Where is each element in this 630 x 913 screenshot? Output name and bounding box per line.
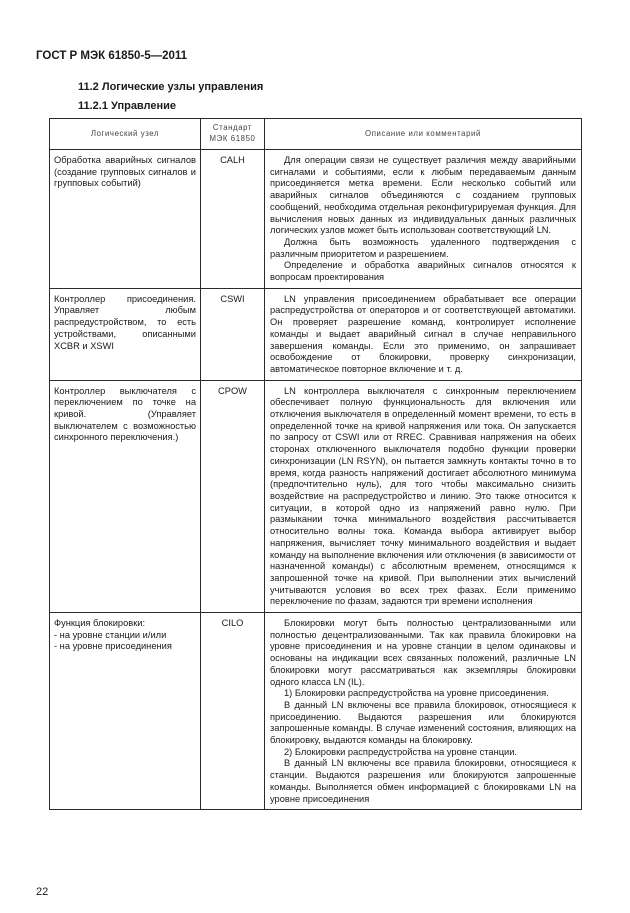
- description-paragraph: Должна быть возможность удаленного подтверждения с различным приоритетом и разрешением.: [270, 236, 576, 259]
- table-header-row: [50, 119, 582, 150]
- document-header: ГОСТ Р МЭК 61850-5—2011: [36, 50, 188, 62]
- description-paragraph: LN управления присоединением обрабатывает все операции распредустройства от операторов и от соответствующей автоматики. Он проверяет разрешение команд, контролирует исполнение команды и выдает аварийный сигнал в случае неправильного завершения команды. Если это применимо, он запрашивает освобождение от блокировки, проверку синхронизации, автоматическое повторное включение и т. д.: [270, 293, 576, 374]
- header-description: Описание или комментарий: [265, 119, 582, 150]
- header-node: Логический узел: [50, 119, 201, 150]
- subsection-title: 11.2.1 Управление: [78, 100, 177, 112]
- table-row: [50, 613, 582, 810]
- table-row: [50, 150, 582, 289]
- description-paragraph: Блокировки могут быть полностью централизованными или полностью децентрализованными. Так как правила блокировки на уровне присоединения и на уровне станции в целом одинаковы и основаны на индикации всех связанных положений, различные LN блокировки могут рассматриваться как экземпляры блокировки одного класса LN (IL).: [270, 618, 576, 687]
- description-paragraph: Для операции связи не существует различия между аварийными сигналами и событиями, если к любым передаваемым данным присоединяется метка времени. Если несколько событий или аварийных сигналов объединяются с созданием групповых сообщений, необходима отдельная реконфигурируемая функция. Для вычисления новых данных из индивидуальных данных различных логических узлов может быть использован соответствующий LN.: [270, 155, 576, 236]
- node-code: CILO: [201, 613, 265, 810]
- node-code: CSWI: [201, 288, 265, 380]
- description-paragraph: В данный LN включены все правила блокировок, относящиеся к присоединению. Выдаются разрешения или блокируются запрошенные команды. В случае изменений состояния, влияющих на блокировку, выдаются команды на блокировку.: [270, 699, 576, 746]
- description-paragraph: 2) Блокировки распредустройства на уровне станции.: [284, 746, 517, 757]
- node-name: Контроллер присоединения. Управляет любым распредустройством, то есть устройствами, описанными XCBR и XSWI: [54, 293, 196, 351]
- description-paragraph: LN контроллера выключателя с синхронным переключением обеспечивает полную функциональность для включения или отключения выключателя в определенный момент времени, то есть в определенной точке на кривой напряжения или тока. Он запускается по запросу от CSWI или от RREC. Сравнивая напряжения на обеих сторонах отключенного выключателя подобно функции проверки синхронизации (LN RSYN), он пытается замкнуть контакты точно в то время, когда разность напряжений достигает абсолютного минимума (предпочтительно нуль), для того чтобы максимально снизить воздействие на распредустройство и линию. Это также относится к ситуации, в которой одно из напряжений равно нулю. При размыкании точка минимального воздействия рассчитывается относительно волны тока. Команда выбора активирует выбор напряжения, вычисляет точку минимального воздействия и выдает команду на выполнение включения или отключения (в зависимости от назначенной команды) с абсолютным временем, относящимся к запрошенной точке на кривой. При выполнении этих вычислений учитываются условия во всех трех фазах. Если применимо переключение по фазам, задаются три времени исполнения: [270, 385, 576, 607]
- node-name: Обработка аварийных сигналов (создание групповых сигналов и групповых событий): [54, 155, 196, 189]
- logical-nodes-table: [49, 118, 582, 810]
- description-paragraph: 1) Блокировки распредустройства на уровне присоединения.: [284, 688, 549, 699]
- node-name: Функция блокировки: - на уровне станции и/или - на уровне присоединения: [54, 618, 172, 652]
- header-standard: Стандарт МЭК 61850: [201, 119, 265, 150]
- description-paragraph: В данный LN включены все правила блокировки, относящиеся к станции. Выдаются разрешения или блокируются запрошенные команды. Выполняется обмен информацией с блокировками LN на уровне присоединения: [270, 758, 576, 804]
- section-title: 11.2 Логические узлы управления: [78, 81, 264, 93]
- node-name: Контроллер выключателя с переключением по точке на кривой. (Управляет выключателем с возможностью синхронного переключения.): [54, 385, 196, 443]
- page-number: 22: [36, 886, 49, 898]
- node-code: CPOW: [201, 380, 265, 612]
- description-paragraph: Определение и обработка аварийных сигналов относятся к вопросам проектирования: [270, 260, 576, 283]
- table-row: [50, 380, 582, 612]
- node-code: CALH: [201, 150, 265, 289]
- table-row: [50, 288, 582, 380]
